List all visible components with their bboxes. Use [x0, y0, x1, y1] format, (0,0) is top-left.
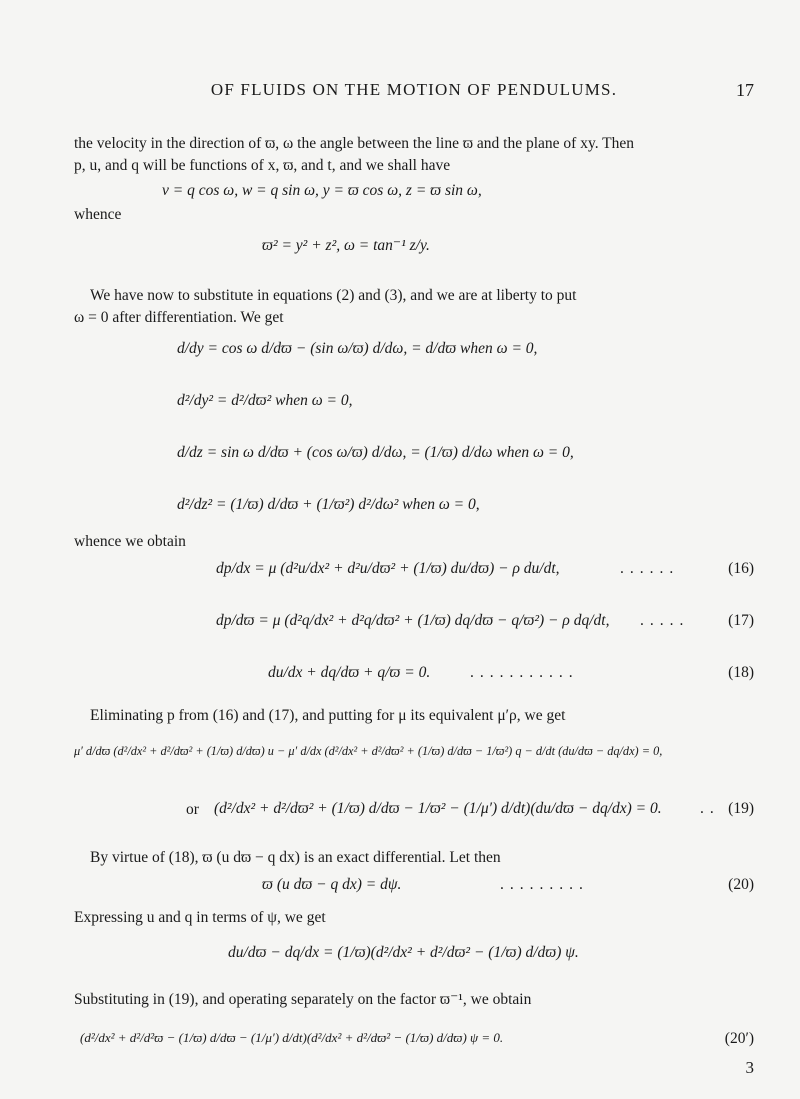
- equation-d2-dz2: d²/dz² = (1/ϖ) d/dϖ + (1/ϖ²) d²/dω² when ω = 0,: [177, 496, 480, 513]
- equation-20: ϖ (u dϖ − q dx) = dψ.: [262, 876, 402, 893]
- leader-dots-20: .........: [500, 876, 589, 893]
- equation-d2-dy2: d²/dy² = d²/dϖ² when ω = 0,: [177, 392, 353, 409]
- equation-16: dp/dx = μ (d²u/dx² + d²u/dϖ² + (1/ϖ) du/dϖ) − ρ du/dt,: [216, 560, 560, 577]
- paragraph-1-line-1: the velocity in the direction of ϖ, ω the angle between the line ϖ and the plane of xy. Then: [74, 135, 635, 152]
- equation-number-19: (19): [728, 800, 754, 817]
- whence-label-2: whence we obtain: [74, 533, 186, 550]
- whence-label-1: whence: [74, 206, 122, 223]
- equation-d-dz: d/dz = sin ω d/dϖ + (cos ω/ϖ) d/dω, = (1/ϖ) d/dω when ω = 0,: [177, 444, 574, 461]
- or-label: or: [186, 801, 199, 818]
- leader-dots-19: ..: [700, 800, 720, 817]
- page-number: 17: [736, 80, 754, 100]
- equation-number-20: (20): [728, 876, 754, 893]
- equation-expressed: du/dϖ − dq/dx = (1/ϖ)(d²/dx² + d²/dϖ² − (1/ϖ) d/dϖ) ψ.: [228, 944, 579, 961]
- equation-number-18: (18): [728, 664, 754, 681]
- equation-velocity-components: v = q cos ω, w = q sin ω, y = ϖ cos ω, z = ϖ sin ω,: [162, 182, 482, 199]
- running-title: OF FLUIDS ON THE MOTION OF PENDULUMS.: [210, 80, 618, 99]
- signature-mark: 3: [745, 1058, 754, 1077]
- equation-eliminated: μ′ d/dϖ (d²/dx² + d²/dϖ² + (1/ϖ) d/dϖ) u − μ′ d/dx (d²/dx² + d²/dϖ² + (1/ϖ) d/dϖ − 1/ϖ²) q − d/dt (du/dϖ − dq/dx) = 0,: [74, 744, 663, 758]
- equation-number-17: (17): [728, 612, 754, 629]
- substituting-line: Substituting in (19), and operating separately on the factor ϖ⁻¹, we obtain: [74, 991, 532, 1008]
- paragraph-1-line-2: p, u, and q will be functions of x, ϖ, and t, and we shall have: [74, 157, 451, 174]
- paragraph-2-line-2: ω = 0 after differentiation. We get: [74, 309, 284, 326]
- equation-radius: ϖ² = y² + z², ω = tan⁻¹ z/y.: [262, 237, 430, 254]
- leader-dots-18: ...........: [470, 664, 579, 681]
- equation-20-prime: (d²/dx² + d²/d²ϖ − (1/ϖ) d/dϖ − (1/μ′) d/dt)(d²/dx² + d²/dϖ² − (1/ϖ) d/dϖ) ψ = 0.: [80, 1030, 504, 1045]
- leader-dots-16: ......: [620, 560, 680, 577]
- equation-d-dy: d/dy = cos ω d/dϖ − (sin ω/ϖ) d/dω, = d/dϖ when ω = 0,: [177, 340, 538, 357]
- equation-19: (d²/dx² + d²/dϖ² + (1/ϖ) d/dϖ − 1/ϖ² − (1/μ′) d/dt)(du/dϖ − dq/dx) = 0.: [214, 800, 662, 817]
- running-header: [74, 80, 754, 104]
- expressing-line: Expressing u and q in terms of ψ, we get: [74, 909, 326, 926]
- equation-17: dp/dϖ = μ (d²q/dx² + d²q/dϖ² + (1/ϖ) dq/dϖ − q/ϖ²) − ρ dq/dt,: [216, 612, 610, 629]
- virtue-line: By virtue of (18), ϖ (u dϖ − q dx) is an exact differential. Let then: [90, 849, 501, 866]
- leader-dots-17: .....: [640, 612, 690, 629]
- paragraph-2-line-1: We have now to substitute in equations (2) and (3), and we are at liberty to put: [90, 287, 577, 304]
- equation-number-16: (16): [728, 560, 754, 577]
- equation-18: du/dx + dq/dϖ + q/ϖ = 0.: [268, 664, 431, 681]
- equation-number-20-prime: (20′): [724, 1030, 754, 1047]
- eliminating-line: Eliminating p from (16) and (17), and putting for μ its equivalent μ′ρ, we get: [90, 707, 566, 724]
